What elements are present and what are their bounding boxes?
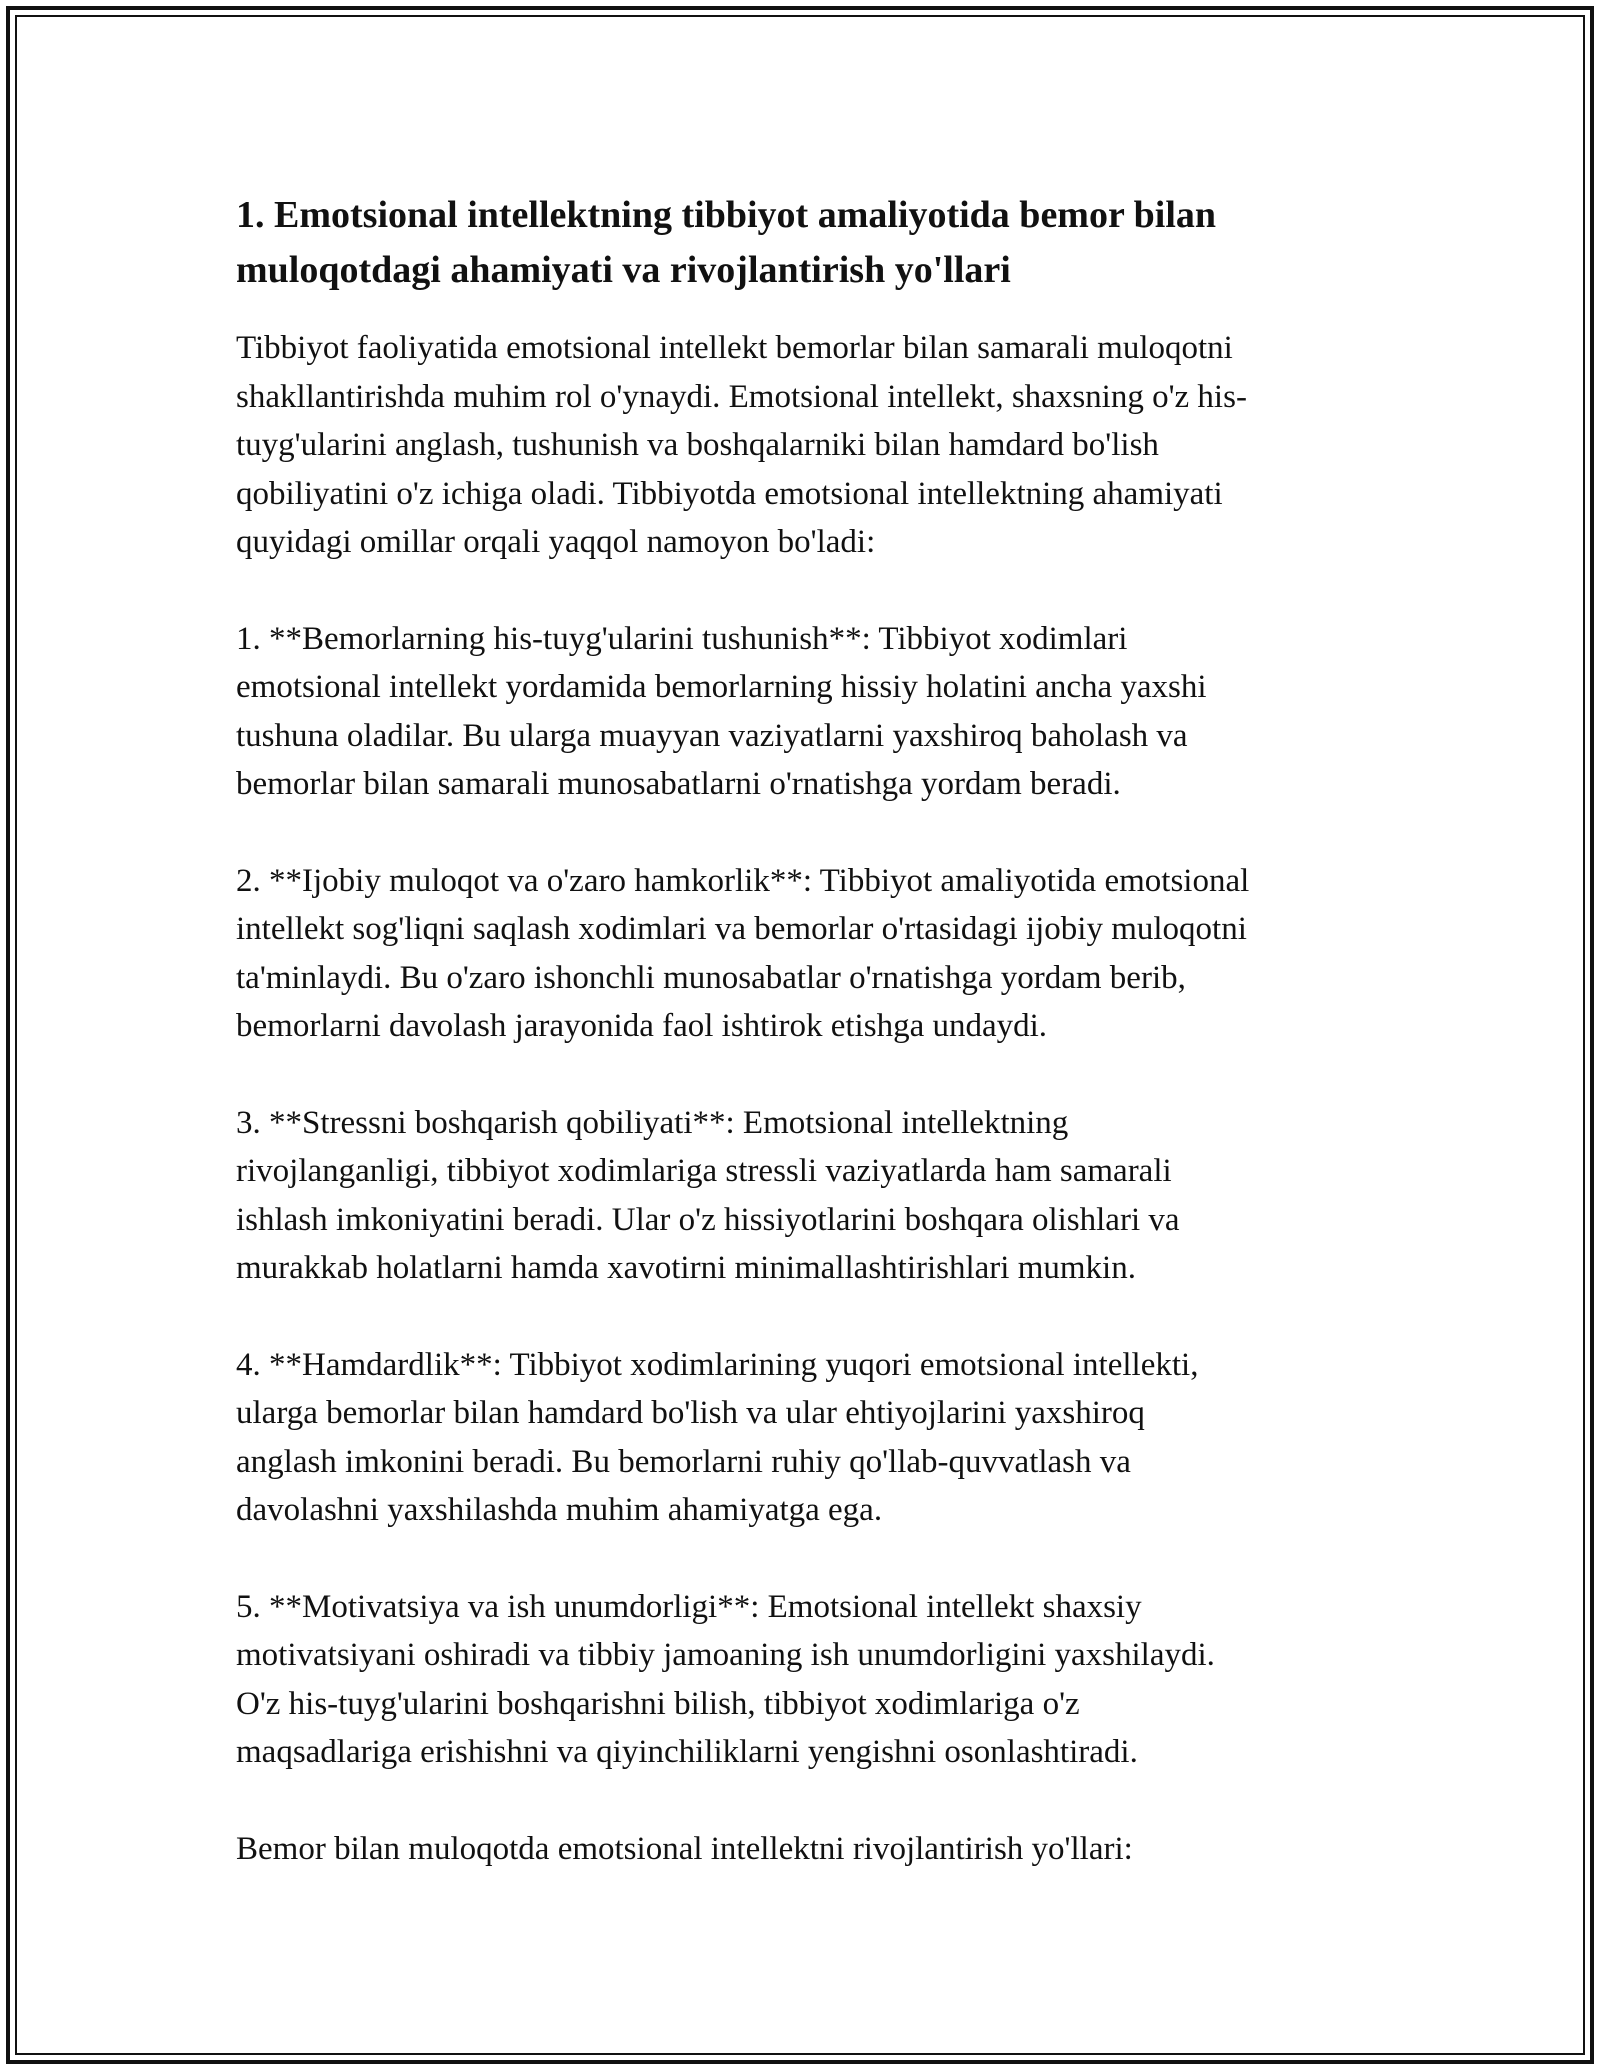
document-page — [236, 188, 1386, 1873]
list-item-4: 4. **Hamdardlik**: Tibbiyot xodimlarining yuqori emotsional intellekti, ularga bemorlar bilan hamdard bo'lish va ular ehtiyojlarini yaxshiroq anglash imkonini beradi. Bu bemorlarni ruhiy qo'llab-quvvatlash va davolashni yaxshilashda muhim ahamiyatga ega. — [236, 1346, 1199, 1528]
closing-paragraph: Bemor bilan muloqotda emotsional intellektni rivojlantirish yo'llari: — [236, 1830, 1133, 1867]
section-heading: 1. Emotsional intellektning tibbiyot amaliyotida bemor bilan muloqotdagi ahamiyati va rivojlantirish yo'llari — [236, 194, 1217, 291]
list-item-1: 1. **Bemorlarning his-tuyg'ularini tushunish**: Tibbiyot xodimlari emotsional intellekt yordamida bemorlarning hissiy holatini ancha yaxshi tushuna oladilar. Bu ularga muayyan vaziyatlarni yaxshiroq baholash va bemorlar bilan samarali munosabatlarni o'rnatishga yordam beradi. — [236, 620, 1207, 802]
list-item-2: 2. **Ijobiy muloqot va o'zaro hamkorlik**: Tibbiyot amaliyotida emotsional intellekt sog'liqni saqlash xodimlari va bemorlar o'rtasidagi ijobiy muloqotni ta'minlaydi. Bu o'zaro ishonchli munosabatlar o'rnatishga yordam berib, bemorlarni davolash jarayonida faol ishtirok etishga undaydi. — [236, 862, 1250, 1044]
list-item-3: 3. **Stressni boshqarish qobiliyati**: Emotsional intellektning rivojlanganligi, tibbiyot xodimlariga stressli vaziyatlarda ham samarali ishlash imkoniyatini beradi. Ular o'z hissiyotlarini boshqara olishlari va murakkab holatlarni hamda xavotirni minimallashtirishlari mumkin. — [236, 1104, 1180, 1286]
intro-paragraph: Tibbiyot faoliyatida emotsional intellekt bemorlar bilan samarali muloqotni shakllantirishda muhim rol o'ynaydi. Emotsional intellekt, shaxsning o'z his- tuyg'ularini anglash, tushunish va boshqalarniki bilan hamdard bo'lish qobiliyatini o'z ichiga oladi. Tibbiyotda emotsional intellektning ahamiyati quyidagi omillar orqali yaqqol namoyon bo'ladi: — [236, 330, 1247, 560]
list-item-5: 5. **Motivatsiya va ish unumdorligi**: Emotsional intellekt shaxsiy motivatsiyani oshiradi va tibbiy jamoaning ish unumdorligini yaxshilaydi. O'z his-tuyg'ularini boshqarishni bilish, tibbiyot xodimlariga o'z maqsadlariga erishishni va qiyinchiliklarni yengishni osonlashtiradi. — [236, 1588, 1215, 1770]
